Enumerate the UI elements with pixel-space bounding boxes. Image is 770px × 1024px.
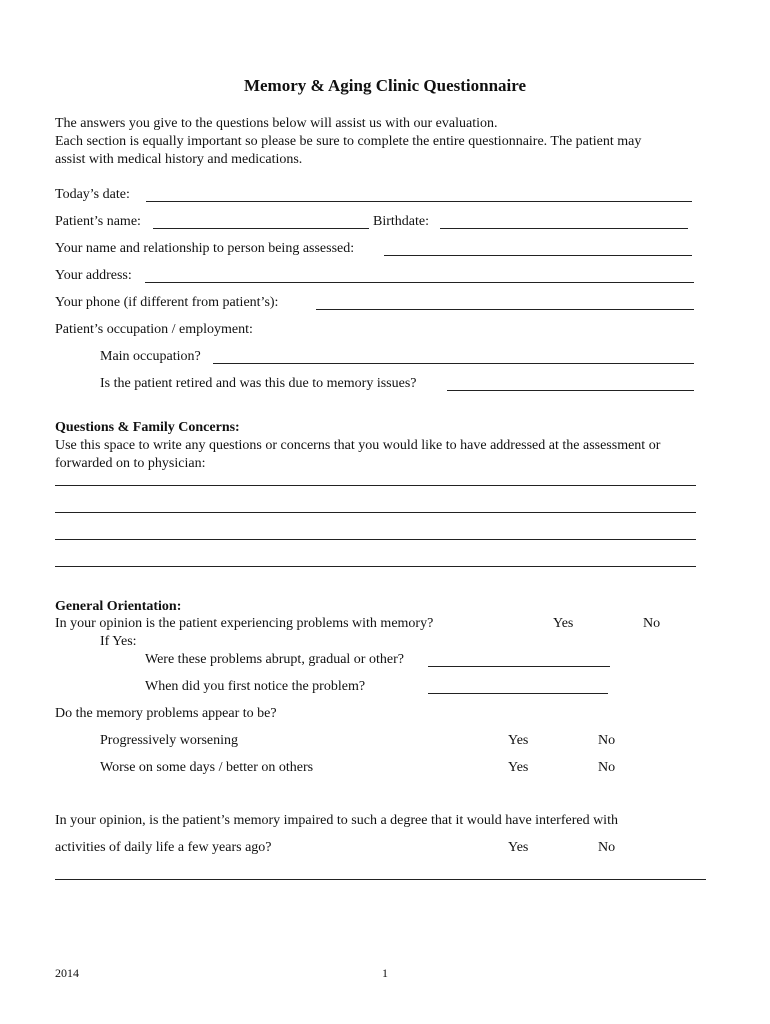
main-occupation-label: Main occupation? (100, 349, 201, 364)
concerns-answer-line[interactable] (55, 566, 696, 567)
birthdate-label: Birthdate: (373, 214, 429, 229)
if-yes-label: If Yes: (100, 634, 137, 649)
memory-problems-no[interactable]: No (643, 616, 661, 631)
relationship-label: Your name and relationship to person being assessed: (55, 241, 355, 256)
intro-line-1: The answers you give to the questions below will assist us with our evaluation. (55, 116, 498, 131)
concerns-line-1: Use this space to write any questions or concerns that you would like to have addressed at the assessment or (55, 438, 661, 453)
impaired-answer-line[interactable] (55, 879, 706, 880)
phone-field[interactable] (316, 309, 694, 310)
first-notice-answer-field[interactable] (428, 693, 608, 694)
phone-label: Your phone (if different from patient’s): (55, 295, 279, 310)
abrupt-question: Were these problems abrupt, gradual or other? (145, 652, 404, 667)
todays-date-label: Today’s date: (55, 187, 130, 202)
address-label: Your address: (55, 268, 132, 283)
footer-year: 2014 (55, 966, 79, 980)
worsening-option: Progressively worsening (100, 733, 239, 748)
worse-days-no[interactable]: No (598, 760, 616, 775)
worsening-yes[interactable]: Yes (508, 733, 529, 748)
worse-days-yes[interactable]: Yes (508, 760, 529, 775)
worse-days-option: Worse on some days / better on others (100, 760, 314, 775)
orientation-heading: General Orientation: (55, 599, 182, 614)
birthdate-field[interactable] (440, 228, 688, 229)
patient-name-field[interactable] (153, 228, 369, 229)
retired-field[interactable] (447, 390, 694, 391)
concerns-answer-line[interactable] (55, 539, 696, 540)
concerns-answer-line[interactable] (55, 485, 696, 486)
appear-question: Do the memory problems appear to be? (55, 706, 277, 721)
concerns-line-2: forwarded on to physician: (55, 456, 206, 471)
impaired-question-line-2: activities of daily life a few years ago? (55, 840, 272, 855)
impaired-question-line-1: In your opinion, is the patient’s memory impaired to such a degree that it would have interfered with (55, 813, 618, 828)
memory-problems-yes[interactable]: Yes (553, 616, 574, 631)
memory-problems-question: In your opinion is the patient experiencing problems with memory? (55, 616, 434, 631)
page-number: 1 (382, 966, 388, 980)
concerns-answer-line[interactable] (55, 512, 696, 513)
occupation-label: Patient’s occupation / employment: (55, 322, 253, 337)
abrupt-answer-field[interactable] (428, 666, 610, 667)
page-title: Memory & Aging Clinic Questionnaire (243, 76, 527, 95)
todays-date-field[interactable] (146, 201, 692, 202)
retired-label: Is the patient retired and was this due to memory issues? (100, 376, 417, 391)
impaired-yes[interactable]: Yes (508, 840, 529, 855)
address-field[interactable] (145, 282, 694, 283)
concerns-heading: Questions & Family Concerns: (55, 420, 240, 435)
main-occupation-field[interactable] (213, 363, 694, 364)
worsening-no[interactable]: No (598, 733, 616, 748)
first-notice-question: When did you first notice the problem? (145, 679, 366, 694)
patient-name-label: Patient’s name: (55, 214, 141, 229)
relationship-field[interactable] (384, 255, 692, 256)
impaired-no[interactable]: No (598, 840, 616, 855)
intro-line-2: Each section is equally important so please be sure to complete the entire questionnaire. The patient may (55, 134, 642, 149)
intro-line-3: assist with medical history and medications. (55, 152, 303, 167)
